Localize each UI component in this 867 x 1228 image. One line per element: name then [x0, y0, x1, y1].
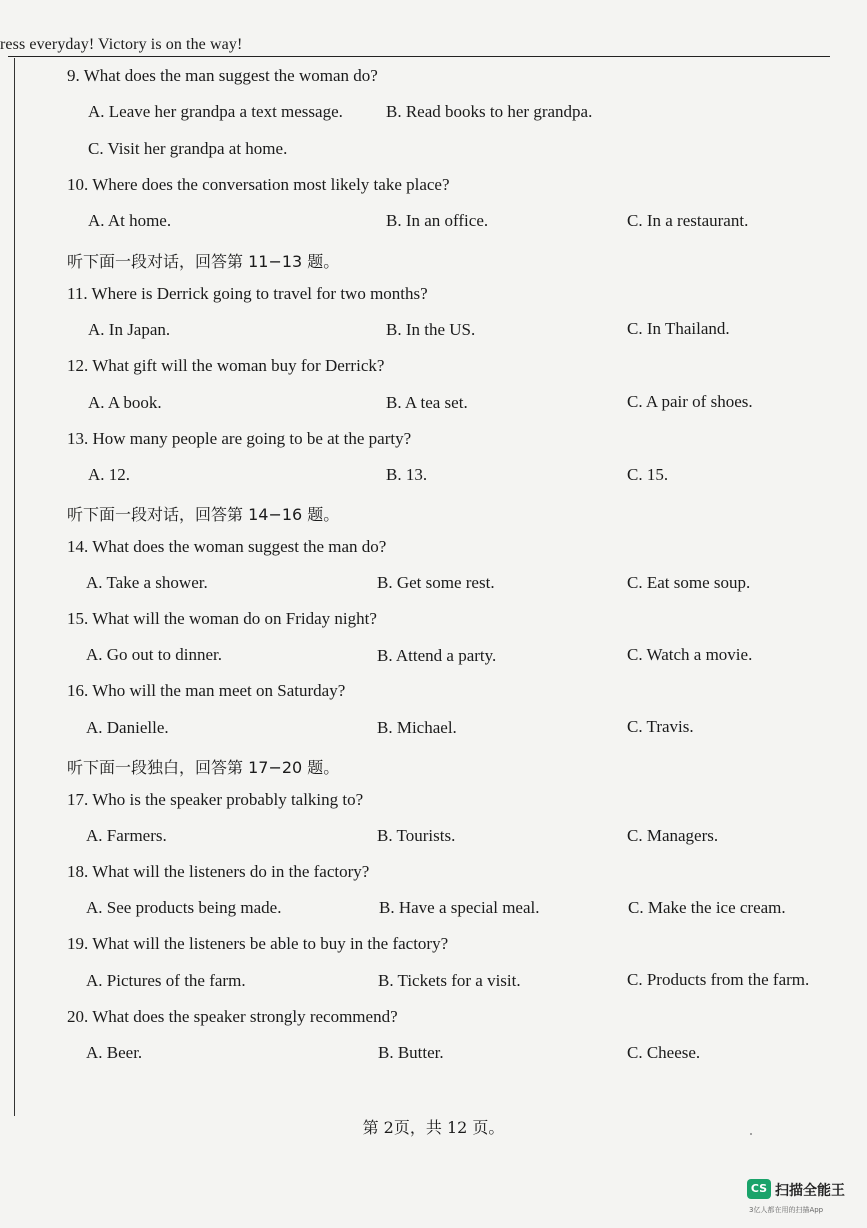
answer-option: A. Beer. [86, 1043, 143, 1062]
answer-option: B. Butter. [378, 1043, 444, 1062]
answer-option: C. In Thailand. [627, 319, 730, 338]
scanner-watermark [747, 1179, 857, 1224]
answer-option: B. Tourists. [377, 826, 456, 845]
left-margin-rule [14, 58, 15, 1116]
question-text: 11. Where is Derrick going to travel for two months? [67, 284, 428, 303]
answer-option: B. In the US. [386, 320, 476, 339]
section-instruction: 听下面一段对话，回答第 11−13 题。 [67, 252, 340, 271]
answer-option: C. 15. [627, 465, 669, 484]
answer-option: B. In an office. [386, 211, 489, 230]
question-text: 12. What gift will the woman buy for Derrick? [67, 356, 385, 375]
answer-option: A. See products being made. [86, 898, 282, 917]
answer-option: C. Cheese. [627, 1043, 701, 1062]
answer-option: C. Make the ice cream. [628, 898, 786, 917]
answer-option: A. Farmers. [86, 826, 167, 845]
question-text: 13. How many people are going to be at the party? [67, 429, 412, 448]
question-text: 20. What does the speaker strongly recommend? [67, 1007, 398, 1026]
question-text: 19. What will the listeners be able to buy in the factory? [67, 934, 449, 953]
answer-option: A. Leave her grandpa a text message. [88, 102, 343, 121]
answer-option: B. 13. [386, 465, 428, 484]
answer-option: C. Managers. [627, 826, 719, 845]
answer-option: B. Attend a party. [377, 646, 497, 665]
answer-option: A. Go out to dinner. [86, 645, 222, 664]
answer-option: B. Michael. [377, 718, 457, 737]
camscanner-logo-icon: CS [747, 1179, 771, 1199]
section-instruction: 听下面一段对话，回答第 14−16 题。 [67, 505, 340, 524]
question-text: 14. What does the woman suggest the man do? [67, 537, 387, 556]
answer-option: C. Watch a movie. [627, 645, 753, 664]
scan-speck [750, 1133, 752, 1135]
question-text: 17. Who is the speaker probably talking to? [67, 790, 364, 809]
question-text: 18. What will the listeners do in the factory? [67, 862, 370, 881]
answer-option: C. A pair of shoes. [627, 392, 753, 411]
header-divider [8, 56, 830, 57]
answer-option: C. Travis. [627, 717, 694, 736]
question-text: 15. What will the woman do on Friday night? [67, 609, 377, 628]
watermark-tagline: 3亿人都在用的扫描App [749, 1206, 824, 1214]
answer-option: A. At home. [88, 211, 172, 230]
answer-option: C. Eat some soup. [627, 573, 751, 592]
question-text: 10. Where does the conversation most likely take place? [67, 175, 450, 194]
answer-option: C. Products from the farm. [627, 970, 810, 989]
question-text: 9. What does the man suggest the woman do? [67, 66, 378, 85]
answer-option: A. Pictures of the farm. [86, 971, 246, 990]
header-slogan: ress everyday! Victory is on the way! [0, 36, 243, 53]
answer-option: A. In Japan. [88, 320, 171, 339]
answer-option: A. Take a shower. [86, 573, 208, 592]
answer-option: B. A tea set. [386, 393, 468, 412]
answer-option: A. Danielle. [86, 718, 169, 737]
answer-option: B. Read books to her grandpa. [386, 102, 593, 121]
answer-option: A. 12. [88, 465, 131, 484]
answer-option: A. A book. [88, 393, 162, 412]
question-text: 16. Who will the man meet on Saturday? [67, 681, 346, 700]
section-instruction: 听下面一段独白，回答第 17−20 题。 [67, 758, 340, 777]
page-number: 第 2页，共 12 页。 [362, 1118, 505, 1137]
answer-option: B. Have a special meal. [379, 898, 540, 917]
answer-option: C. Visit her grandpa at home. [88, 139, 288, 158]
answer-option: C. In a restaurant. [627, 211, 749, 230]
answer-option: B. Tickets for a visit. [378, 971, 521, 990]
watermark-app-name: 扫描全能王 [775, 1183, 845, 1199]
answer-option: B. Get some rest. [377, 573, 495, 592]
